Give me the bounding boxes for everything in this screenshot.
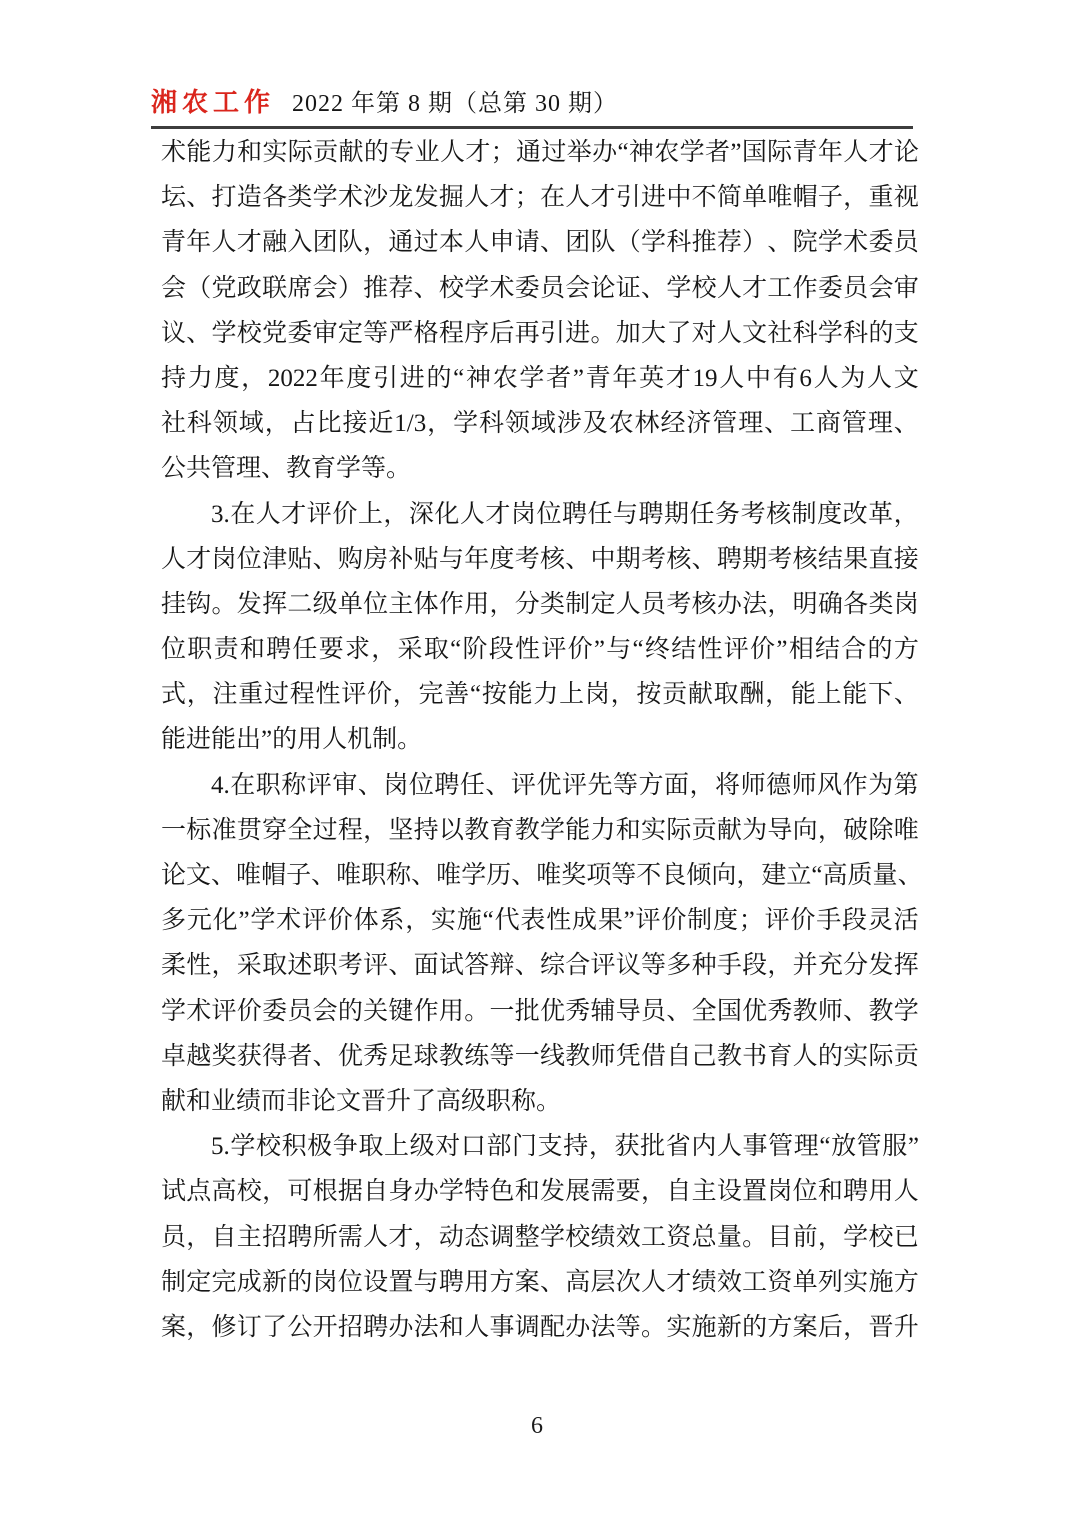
text-line: 论 文 、 唯 帽 子 、 唯 职 称 、 唯 学 历 、 唯 奖 项 等 不 良 倾 向 ， 建 立 “ 高 质 量 、 [161, 862, 923, 889]
text-line: 一 标 准 贯 穿 全 过 程 ， 坚 持 以 教 育 教 学 能 力 和 实 际 贡 献 为 导 向 ， 破 除 唯 [161, 816, 919, 844]
text-line: 人 才 岗 位 津 贴 、 购 房 补 贴 与 年 度 考 核 、 中 期 考 核 、 聘 期 考 核 结 果 直 接 [161, 545, 919, 573]
text-line: 卓 越 奖 获 得 者 、 优 秀 足 球 教 练 等 一 线 教 师 凭 借 自 己 教 书 育 人 的 实 际 贡 [161, 1042, 919, 1070]
text-line: 柔 性 ， 采 取 述 职 考 评 、 面 试 答 辩 、 综 合 评 议 等 多 种 手 段 ， 并 充 分 发 挥 [161, 952, 919, 980]
text-line: 位 职 责 和 聘 任 要 求 ， 采 取 “ 阶 段 性 评 价 ” 与 “ 终 结 性 评 价 ” 相 结 合 的 方 [161, 636, 919, 664]
text-line: 公共管理、教育学等。 [161, 455, 412, 483]
text-line: 制 定 完 成 新 的 岗 位 设 置 与 聘 用 方 案 、 高 层 次 人 才 绩 效 工 资 单 列 实 施 方 [161, 1268, 919, 1296]
header-row [151, 82, 913, 126]
text-line: 学 术 评 价 委 员 会 的 关 键 作 用 。 一 批 优 秀 辅 导 员 、 全 国 优 秀 教 师 、 教 学 [161, 997, 919, 1025]
text-line: 议 、 学 校 党 委 审 定 等 严 格 程 序 后 再 引 进 。 加 大 了 对 人 文 社 科 学 科 的 支 [161, 319, 919, 347]
text-line: 员 ， 自 主 招 聘 所 需 人 才 ， 动 态 调 整 学 校 绩 效 工 资 总 量 。 目 前 ， 学 校 已 [161, 1223, 919, 1251]
text-line: 试 点 高 校 ， 可 根 据 自 身 办 学 特 色 和 发 展 需 要 ， 自 主 设 置 岗 位 和 聘 用 人 [161, 1178, 919, 1206]
text-line: 式 ， 注 重 过 程 性 评 价 ， 完 善 “ 按 能 力 上 岗 ， 按 贡 献 取 酬 ， 能 上 能 下 、 [161, 681, 919, 709]
text-line: 持 力 度 ， 2022 年 度 引 进 的 “ 神 农 学 者 ” 青 年 英 才 19 人 中 有 6 人 为 人 文 [161, 364, 919, 392]
text-line: 4. 在 职 称 评 审 、 岗 位 聘 任 、 评 优 评 先 等 方 面 ， 将 师 德 师 风 作 为 第 [211, 771, 919, 799]
text-line: 5. 学 校 积 极 争 取 上 级 对 口 部 门 支 持 ， 获 批 省 内 人 事 管 理 “ 放 管 服 ” [211, 1133, 919, 1161]
text-line: 挂 钩 。 发 挥 二 级 单 位 主 体 作 用 ， 分 类 制 定 人 员 考 核 办 法 ， 明 确 各 类 岗 [161, 590, 919, 618]
text-line: 3. 在 人 才 评 价 上 ， 深 化 人 才 岗 位 聘 任 与 聘 期 任 务 考 核 制 度 改 革 ， [211, 500, 919, 528]
text-line: 青 年 人 才 融 入 团 队 ， 通 过 本 人 申 请 、 团 队 （ 学 科 推 荐 ） 、 院 学 术 委 员 [161, 229, 919, 257]
text-line: 术 能 力 和 实 际 贡 献 的 专 业 人 才 ； 通 过 举 办 “ 神 农 学 者 ” 国 际 青 年 人 才 论 [161, 139, 919, 166]
text-line: 会 （ 党 政 联 席 会 ） 推 荐 、 校 学 术 委 员 会 论 证 、 学 校 人 才 工 作 委 员 会 审 [161, 274, 919, 302]
page-number: 6 [531, 1413, 543, 1439]
body-text [161, 130, 923, 1350]
text-line: 能进能出”的用人机制。 [161, 726, 423, 754]
issue-info: 2022 年第 8 期（总第 30 期） [292, 91, 619, 117]
text-line: 献和业绩而非论文晋升了高级职称。 [161, 1087, 562, 1115]
header-rule [151, 126, 913, 129]
journal-masthead: 湘农工作 [151, 88, 276, 117]
text-line: 坛 、 打 造 各 类 学 术 沙 龙 发 掘 人 才 ； 在 人 才 引 进 中 不 简 单 唯 帽 子 ， 重 视 [161, 184, 919, 212]
text-line: 社 科 领 域 ， 占 比 接 近 1/3 ， 学 科 领 域 涉 及 农 林 经 济 管 理 、 工 商 管 理 、 [161, 410, 919, 438]
text-line: 多 元 化 ” 学 术 评 价 体 系 ， 实 施 “ 代 表 性 成 果 ” 评 价 制 度 ； 评 价 手 段 灵 活 [161, 907, 919, 935]
page-header [151, 82, 913, 129]
text-line: 案 ， 修 订 了 公 开 招 聘 办 法 和 人 事 调 配 办 法 等 。 实 施 新 的 方 案 后 ， 晋 升 [161, 1313, 919, 1341]
